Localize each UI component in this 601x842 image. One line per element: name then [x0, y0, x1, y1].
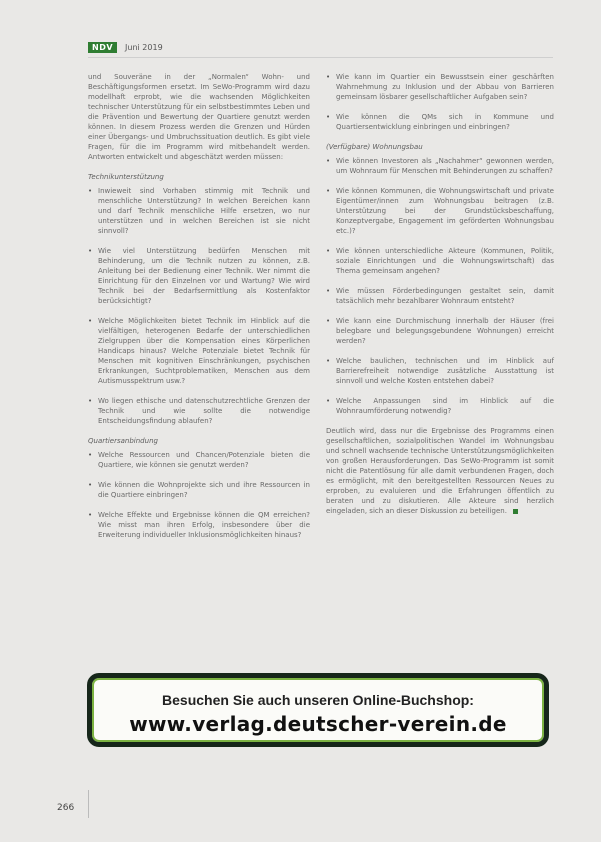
question-item: • Inwieweit sind Vorhaben stimmig mit Technik und menschliche Unterstützung? In welchen Bereichen kann und darf Technik menschliche Hilfe ersetzen, wo nur unterstützen und in welchen Bereichen ist sie nicht sinnvoll?: [88, 186, 310, 236]
subheading-technik: Technikunterstützung: [88, 173, 164, 181]
ad-headline: Besuchen Sie auch unseren Online-Buchshop:: [162, 692, 474, 708]
right-column: [326, 72, 554, 526]
question-item: • Welche Effekte und Ergebnisse können die QM erreichen? Wie misst man ihren Erfolg, insbesondere über die Erweiterung individueller Inklusionsmöglichkeiten hinaus?: [88, 510, 310, 540]
bookshop-ad[interactable]: [87, 673, 549, 747]
question-item: • Welche Ressourcen und Chancen/Potenziale bieten die Quartiere, wie können sie genutzt werden?: [88, 450, 310, 470]
left-column: [88, 72, 310, 550]
question-item: • Wie können die Wohnprojekte sich und ihre Ressourcen in die Quartiere einbringen?: [88, 480, 310, 500]
ad-url-link[interactable]: www.verlag.deutscher-verein.de: [129, 712, 507, 736]
question-item: • Wie können die QMs sich in Kommune und Quartiersentwicklung einbringen und einbringen?: [326, 112, 554, 132]
question-list-quartier-cont: [326, 72, 554, 132]
closing-paragraph: [326, 426, 554, 516]
question-item: • Wie viel Unterstützung bedürfen Menschen mit Behinderung, um die Technik nutzen zu können, z.B. Anleitung bei der Bedienung einer Technik. Wer nimmt die Einrichtung für den Einzelnen vor und Wartung? Wie wird Technik bei der Bedarfsermittlung als Kostenfaktor berücksichtigt?: [88, 246, 310, 306]
issue-date: Juni 2019: [125, 42, 163, 52]
question-list-quartier: [88, 450, 310, 540]
question-item: • Wie können Investoren als „Nachahmer“ gewonnen werden, um Wohnraum für Menschen mit Behinderungen zu schaffen?: [326, 156, 554, 176]
footer-rule: [88, 790, 89, 818]
question-item: • Welche Möglichkeiten bietet Technik im Hinblick auf die vielfältigen, heterogenen Bedarfe der unterschiedlichen Zielgruppen über die Kompensation eines Körperlichen Handicaps hinaus? Welche Potenziale bietet Technik für Menschen mit kognitiven Einschränkungen, psychischen Erkrankungen, Suchtproblematiken, Menschen aus dem Autismusspektrum usw.?: [88, 316, 310, 386]
page-number: 266: [57, 803, 75, 813]
question-item: • Welche Anpassungen sind im Hinblick auf die Wohnraumförderung notwendig?: [326, 396, 554, 416]
question-item: • Wie müssen Förderbedingungen gestaltet sein, damit tatsächlich mehr bezahlbarer Wohnraum entsteht?: [326, 286, 554, 306]
question-item: • Wie kann eine Durchmischung innerhalb der Häuser (frei belegbare und belegungsgebundene Wohnungen) erreicht werden?: [326, 316, 554, 346]
subheading-quartier: Quartiersanbindung: [88, 437, 158, 445]
question-item: • Welche baulichen, technischen und im Hinblick auf Barrierefreiheit notwendige zusätzliche Ausstattung ist sinnvoll und welche Kosten entstehen dabei?: [326, 356, 554, 386]
question-item: • Wie können unterschiedliche Akteure (Kommunen, Politik, soziale Einrichtungen und die Wohnungswirtschaft) das Thema gemeinsam angehen?: [326, 246, 554, 276]
question-item: • Wo liegen ethische und datenschutzrechtliche Grenzen der Technik und wie sollte die notwendige Entscheidungsfindung ablaufen?: [88, 396, 310, 426]
journal-badge: NDV: [88, 42, 117, 53]
question-list-technik: [88, 186, 310, 426]
question-item: • Wie kann im Quartier ein Bewusstsein einer geschärften Wahrnehmung zu Inklusion und der Abbau von Barrieren gemeinsam lösbarer gesellschaftlicher Aufgaben sein?: [326, 72, 554, 102]
running-header: [88, 40, 163, 54]
closing-paragraph-text: Deutlich wird, dass nur die Ergebnisse des Programms einen gesellschaftlichen, sozialpolitischen Wandel im Wohnungsbau und schnell wachsende technische Unterstützungsmöglichkeiten von großen Herausforderungen. Das SeWo-Programm ist somit nicht die Patentlösung für alle damit verbundenen Fragen, doch es ermöglicht, mit den bereitgestellten Ressourcen Neues zu erproben, zu evaluieren und die Erfahrungen öffentlich zu beraten und zu diskutieren. Alle Akteure sind herzlich eingeladen, sich an dieser Diskussion zu beteiligen.: [326, 427, 554, 515]
question-list-wohnungsbau: [326, 156, 554, 416]
header-rule: [88, 57, 553, 58]
question-item: • Wie können Kommunen, die Wohnungswirtschaft und private Eigentümer/innen zum Wohnungsbau beitragen (z.B. Unterstützung bei der Grundstücksbeschaffung, Konzeptvergabe, Engagement im geförderten Wohnungsbau etc.)?: [326, 186, 554, 236]
end-of-article-mark: [513, 509, 518, 514]
subheading-wohnungsbau: (Verfügbare) Wohnungsbau: [326, 143, 423, 151]
intro-paragraph: und Souveräne in der „Normalen“ Wohn- und Beschäftigungsformen ersetzt. Im SeWo-Programm wird dazu modellhaft erprobt, wie die wachsenden Möglichkeiten technischer Unterstützung für ein selbstbestimmtes Leben und die Prävention und Bewertung der Quartiere genutzt werden können. In diesem Prozess werden die Grenzen und Hürden einer Übergangs- und Umbruchssituation deutlich. Es gibt viele Fragen, für die im Programm wird mitbehandelt werden. Antworten entwickelt und abgeschätzt werden müssen:: [88, 73, 310, 161]
